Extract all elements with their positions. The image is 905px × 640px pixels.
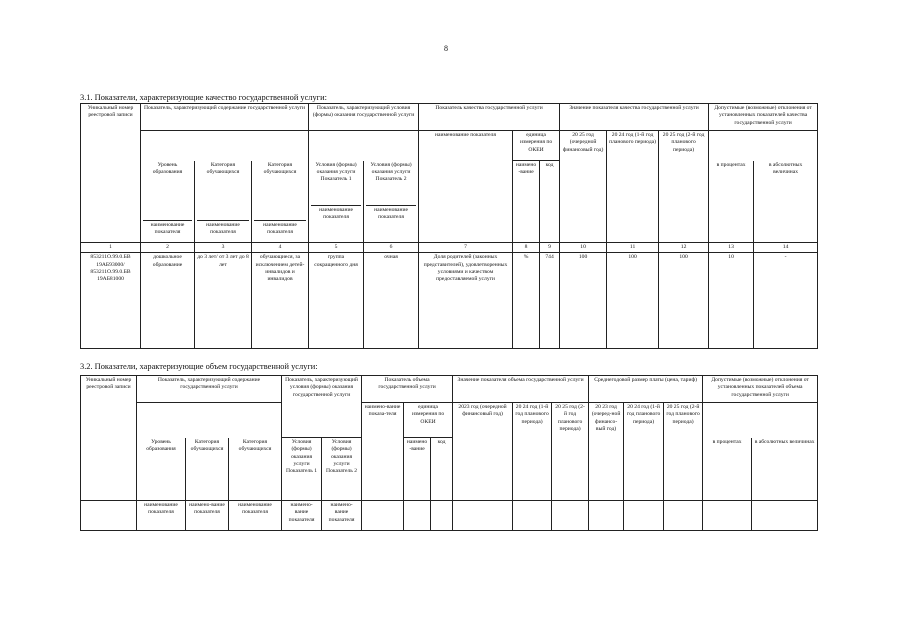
age-category: до 3 лет/ от 3 лет до 8 лет — [195, 253, 252, 349]
col-num: 6 — [364, 243, 419, 253]
col-num: 13 — [709, 243, 754, 253]
table-row — [81, 253, 818, 349]
unit-code: 744 — [540, 253, 560, 349]
col-num: 2 — [141, 243, 195, 253]
quality-indicator: Доля родителей (законных представителей), удовлетворенных условиями и качеством предоставляемой услуги — [419, 253, 513, 349]
header-unit-2: единица измерения по ОКЕИ — [404, 403, 453, 438]
col-num: 14 — [754, 243, 818, 253]
header-volume: Показатель объема государственной услуги — [362, 376, 453, 403]
sub-level-2: Уровень образования — [137, 438, 186, 501]
header-f2025: 20 25 год (2-й год планового периода) — [664, 403, 703, 501]
header-conditions-2: Показатель, характеризующий условия (формы) оказания государственной услуги — [282, 376, 362, 438]
name-indicator-3: наименование показателя — [254, 220, 306, 237]
col-num: 1 — [81, 243, 141, 253]
col-num: 3 — [195, 243, 252, 253]
col-num: 5 — [309, 243, 364, 253]
condition-1: группа сокращенного дня — [309, 253, 364, 349]
name-indicator-2: наименование показателя — [197, 220, 249, 237]
header-f2023: 20 23 год (очеред-ной финансо-вый год) — [589, 403, 624, 501]
value-year1: 100 — [560, 253, 607, 349]
value-year2: 100 — [607, 253, 659, 349]
header-y2023: 2023 год (очередной финансовый год) — [453, 403, 513, 501]
sub-absolute: в абсолютных величинах — [754, 161, 818, 243]
sub-category-a-2: Категория обучающихся — [186, 438, 229, 501]
value-year3: 100 — [659, 253, 709, 349]
header-vol-name: наимено-вание показа-теля — [362, 403, 404, 501]
header-deviation: Допустимые (возможные) отклонения от установленных показателей качества государственной услуги — [709, 104, 818, 131]
education-level: дошкольное образование — [141, 253, 195, 349]
header-content-2: Показатель, характеризующий содержание государственной услуги — [137, 376, 282, 403]
header-y2024: 20 24 год (1-й год планового периода) — [513, 403, 552, 501]
name-ind-2b: наимено-вание показателя — [186, 501, 229, 531]
header-year1: 20 25 год (очередной финансовый год) — [560, 131, 607, 243]
quality-table — [80, 103, 818, 349]
sub-cond-2: Условия (формы) оказания услуги Показатель 2 наименование показателя — [364, 161, 419, 243]
deviation-absolute: - — [754, 253, 818, 349]
header-f2024: 20 24 год (1-й год планового периода) — [624, 403, 664, 501]
name-ind-2a: наименование показателя — [137, 501, 186, 531]
header-y2025: 20 25 год (2-й год планового периода) — [552, 403, 589, 501]
name-ind-2d: наимено-вание показателя — [282, 501, 322, 531]
sub-absolute-2: в абсолютных величинах — [752, 438, 818, 501]
header-value-2: Значение показателя объема государственной услуги — [453, 376, 589, 403]
col-num: 12 — [659, 243, 709, 253]
col-num: 9 — [540, 243, 560, 253]
header-deviation-2: Допустимые (возможные) отклонения от установленных показателей объема государственной услуги — [703, 376, 818, 403]
header-quality: Показатель качества государственной услуги — [419, 104, 560, 131]
header-fee: Среднегодовой размер платы (цена, тариф) — [589, 376, 703, 403]
sub-unit-name: наимено-вание — [513, 161, 540, 243]
header-year2: 20 24 год (1-й год планового периода) — [607, 131, 659, 243]
col-num: 10 — [560, 243, 607, 253]
sub-percent: в процентах — [709, 161, 754, 243]
header-registry: Уникальный номер реестровой записи — [81, 104, 141, 243]
sub-level: Уровень образования наименование показателя — [141, 161, 195, 243]
section-3-1-heading: 3.1. Показатели, характеризующие качество государственной услуги: — [80, 93, 327, 102]
name-indicator-4: наименование показателя — [311, 205, 361, 222]
name-indicator-5: наименование показателя — [366, 205, 416, 222]
name-ind-2e: наимено-вание показателя — [322, 501, 362, 531]
name-ind-2c: наименование показателя — [229, 501, 282, 531]
condition-2: очная — [364, 253, 419, 349]
header-unit: единица измерения по ОКЕИ — [513, 131, 560, 161]
sub-category-b-2: Категория обучающихся — [229, 438, 282, 501]
sub-cond-1: Условия (формы) оказания услуги Показатель 1 наименование показателя — [309, 161, 364, 243]
col-num: 7 — [419, 243, 513, 253]
registry-number: 853211О.99.0.БВ 19АБ93000/ 853211О.99.0.БВ 19АБ81000 — [81, 253, 141, 349]
sub-percent-2: в процентах — [703, 438, 752, 501]
sub-cond-2-2: Условия (формы) оказания услуги Показатель 2 — [322, 438, 362, 501]
sub-cond-1-2: Условия (формы) оказания услуги Показатель 1 — [282, 438, 322, 501]
header-value: Значение показателя качества государственной услуги — [560, 104, 709, 131]
volume-table — [80, 375, 818, 531]
column-numbers-row — [81, 243, 818, 253]
header-content: Показатель, характеризующий содержание государственной услуги — [141, 104, 309, 131]
section-3-2-heading: 3.2. Показатели, характеризующие объем государственной услуги: — [80, 362, 318, 371]
col-num: 11 — [607, 243, 659, 253]
header-indicator-name: наименование показателя — [419, 131, 513, 243]
sub-unit-name-2: наимено-вание — [404, 438, 431, 501]
header-registry-2: Уникальный номер реестровой записи — [81, 376, 137, 501]
sub-category-b: Категория обучающихся наименование показателя — [252, 161, 309, 243]
header-conditions: Показатель, характеризующий условия (формы) оказания государственной услуги — [309, 104, 419, 131]
col-num: 4 — [252, 243, 309, 253]
sub-unit-code-2: код — [431, 438, 453, 501]
student-category: обучающиеся, за исключением детей-инвалидов и инвалидов — [252, 253, 309, 349]
col-num: 8 — [513, 243, 540, 253]
sub-category-a: Категория обучающихся наименование показателя — [195, 161, 252, 243]
unit-name: % — [513, 253, 540, 349]
header-year3: 20 25 год (2-й год планового периода) — [659, 131, 709, 243]
deviation-percent: 10 — [709, 253, 754, 349]
name-indicator-1: наименование показателя — [143, 220, 192, 237]
sub-unit-code: код — [540, 161, 560, 243]
page-number: 8 — [444, 44, 448, 53]
